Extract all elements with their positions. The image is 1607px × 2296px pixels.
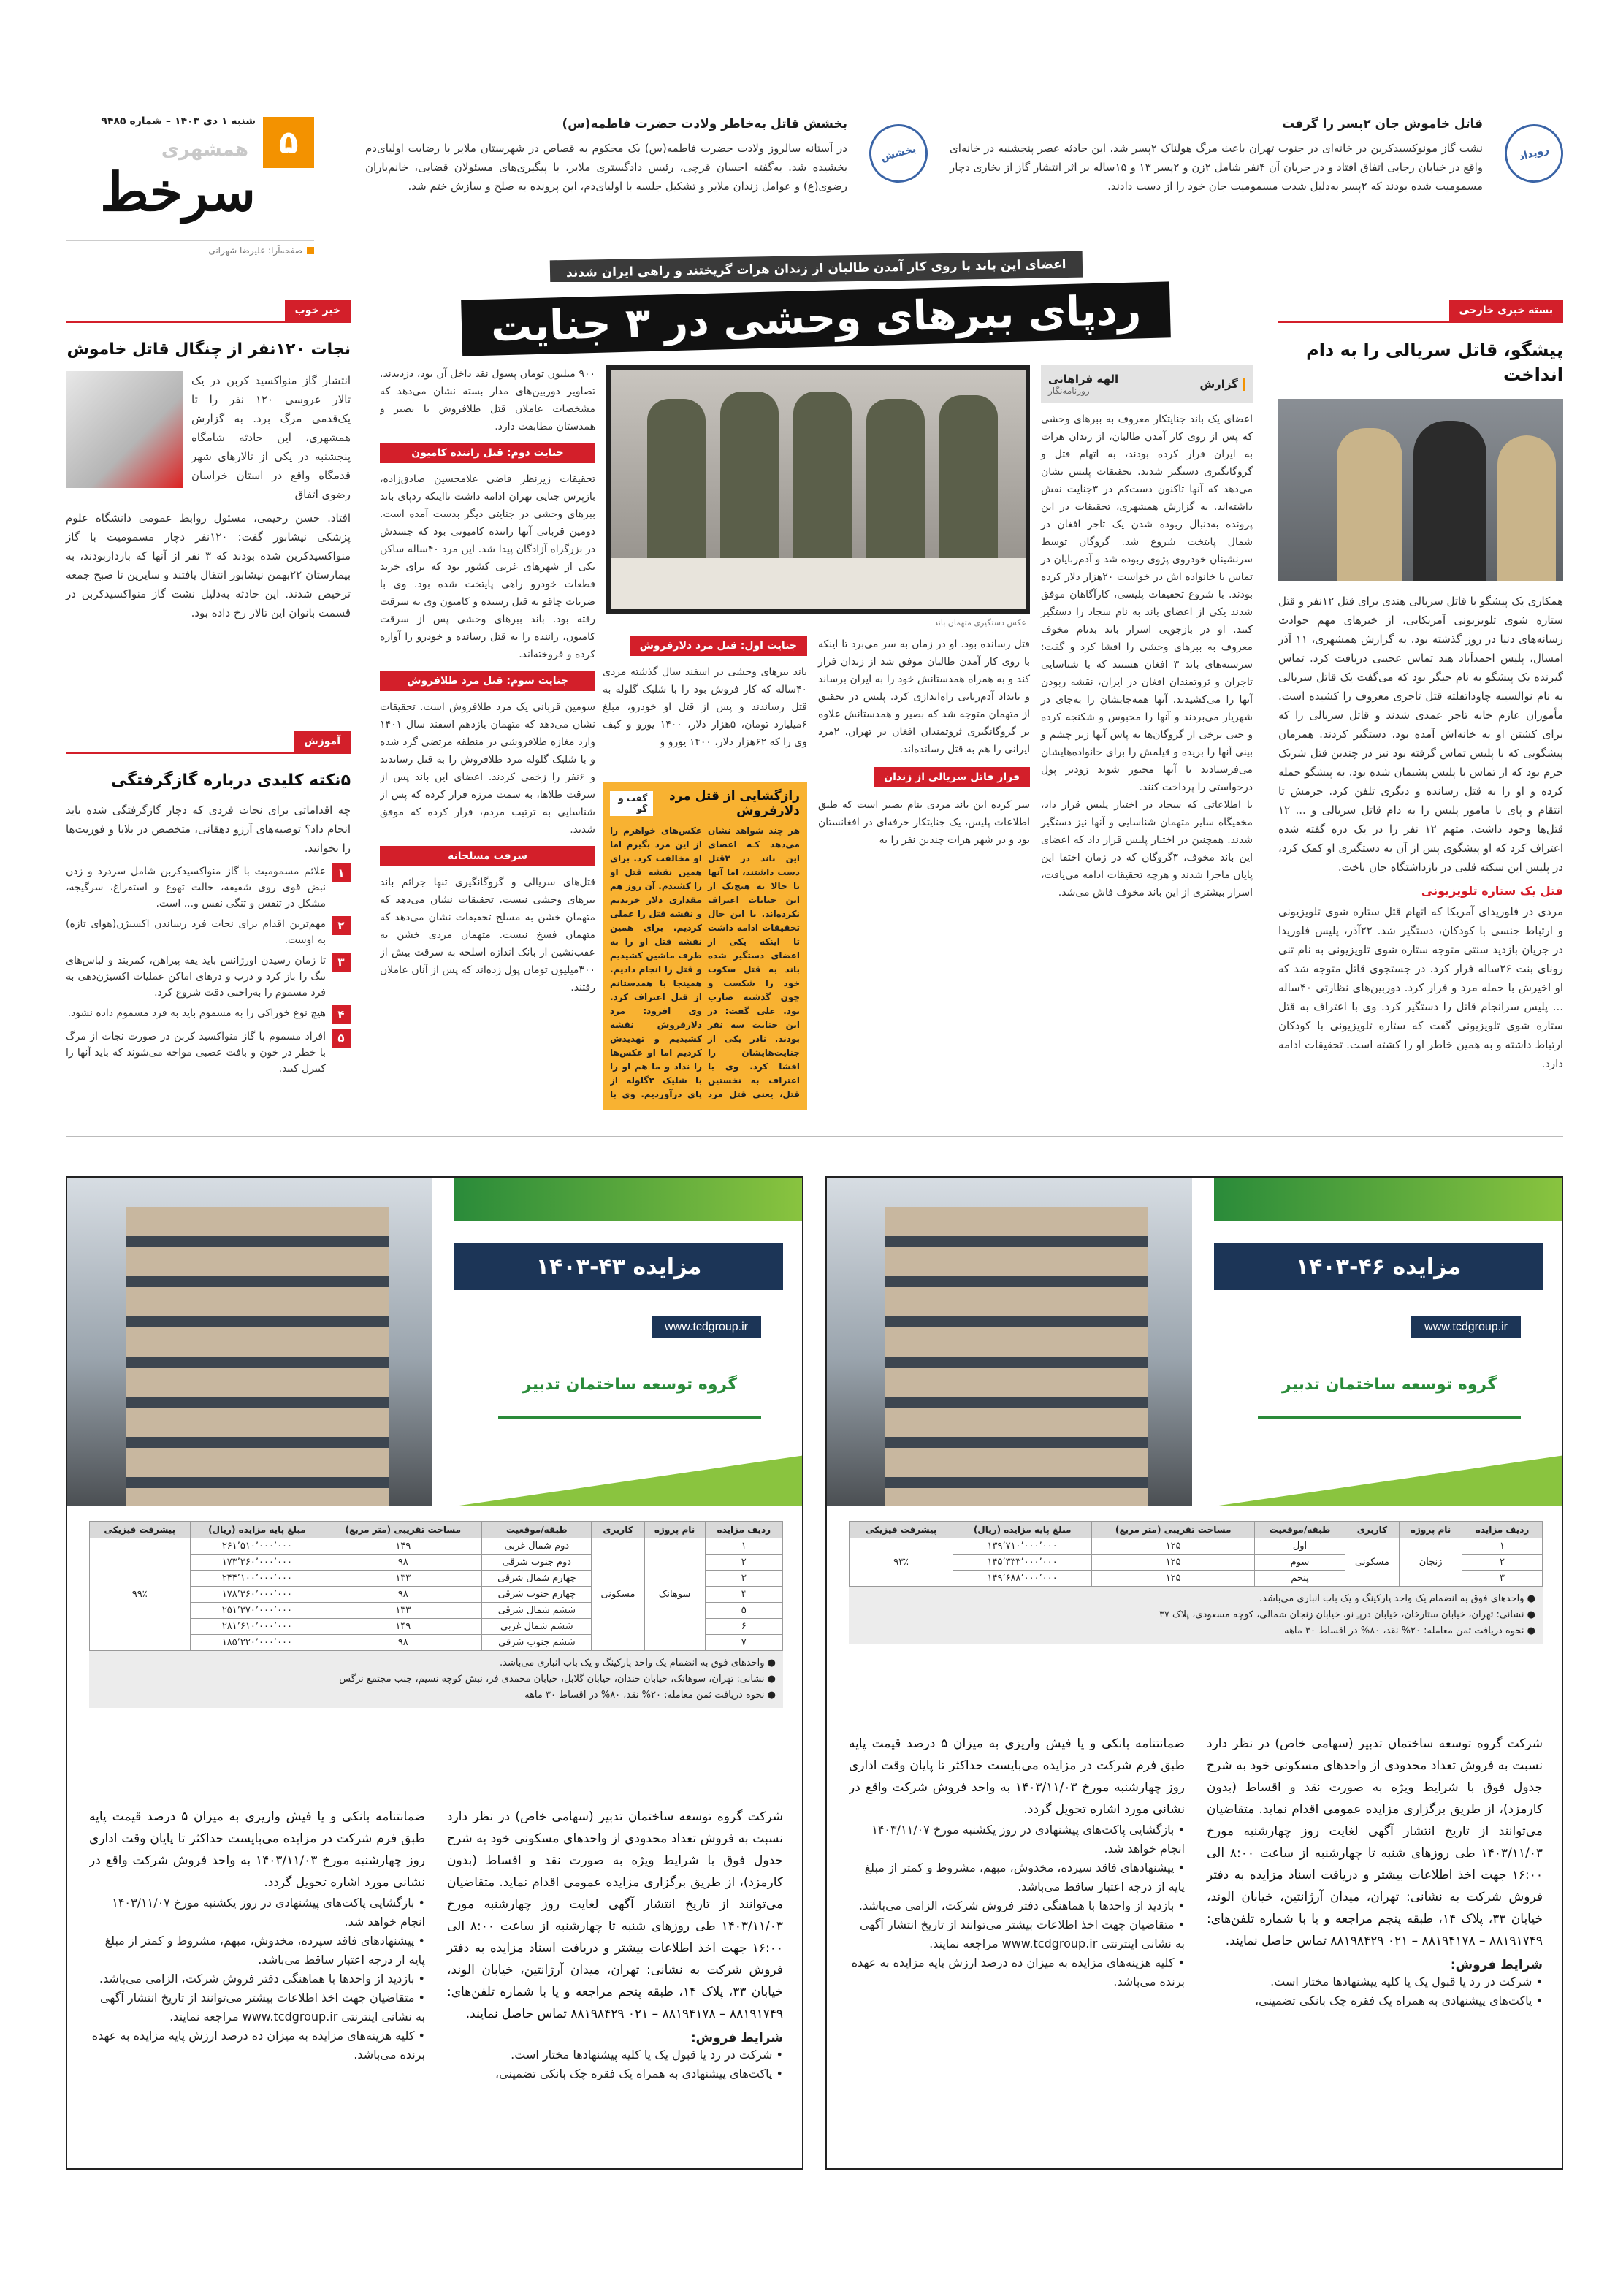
ad-bullet: • متقاضیان جهت اخذ اطلاعات بیشتر می‌توانند از تاریخ انتشار آگهی به نشانی اینترنتی www.tcdgroup.ir مراجعه نمایند. bbox=[100, 1991, 425, 2024]
auction-ad-46 bbox=[825, 1176, 1563, 2170]
table-row bbox=[850, 1538, 1543, 1555]
cell-row-number: ۳ bbox=[1462, 1571, 1543, 1587]
lead-paragraph: سر کرده این باند مردی بنام بصیر است که طبق اطلاعات پلیس، یک جنایتکار حرفه‌ای در افغانستان بود و در شهر هرات چندین نفر را به bbox=[818, 799, 1030, 846]
cell-row-number: ۷ bbox=[705, 1635, 782, 1651]
tip-number: ۵ bbox=[332, 1029, 351, 1048]
ad-bullet: • بازگشایی پاکت‌های پیشنهادی در روز یکشنبه مورخ ۱۴۰۳/۱۱/۰۷ انجام خواهد شد. bbox=[112, 1896, 425, 1929]
cell-price: ۲۵۱٬۳۷۰٬۰۰۰٬۰۰۰ bbox=[190, 1603, 324, 1619]
cell-usage: مسکونی bbox=[592, 1538, 644, 1651]
cell-price: ۱۸۵٬۲۲۰٬۰۰۰٬۰۰۰ bbox=[190, 1635, 324, 1651]
cell-row-number: ۴ bbox=[705, 1587, 782, 1603]
tip-item bbox=[66, 863, 351, 912]
interview-label: گفت و گو bbox=[610, 791, 653, 816]
table-header: مساحت تقریبی (متر مربع) bbox=[1092, 1522, 1255, 1538]
auction-table bbox=[849, 1521, 1543, 1587]
top-brief-2 bbox=[365, 110, 928, 263]
brief-intro: چه اقداماتی برای نجات فردی که دچار گازگرفتگی شده باید انجام داد؟ توصیه‌های آرزو دهقانی، متخصص در بلایا و فوریت‌ها را بخوانید. bbox=[66, 804, 351, 855]
evidence-table bbox=[611, 558, 1026, 609]
table-header: طبقه/موقعیت bbox=[1255, 1522, 1345, 1538]
ad-paragraph: شرکت گروه توسعه ساختمان تدبیر (سهامی خاص) در نظر دارد نسبت به فروش تعداد محدودی از واحدهای مسکونی خود به شرح جدول فوق با شرایط ویژه به صورت نقد و اقساط (بدون کارمزد)، از طریق برگزاری مزایده عمومی اقدام نماید. متقاضیان می‌توانند از تاریخ انتشار آگهی لغایت روز چهارشنبه مورخ ۱۴۰۳/۱۱/۰۳ طی روزهای شنبه تا چهارشنبه از ساعت ۸:۰۰ الی ۱۶:۰۰ جهت اخذ اطلاعات بیشتر و دریافت اسناد مزایده به دفتر فروش شرکت به نشانی: تهران، میدان آرژانتین، خیابان الوند، خیابان ۳۳، پلاک ۱۴، طبقه پنجم مراجعه و یا با شماره تلفن‌های: ۸۸۱۹۱۷۴۹ – ۸۸۱۹۴۱۷۸ – ۰۲۱ ۸۸۱۹۸۴۲۹ تماس حاصل نمایند. bbox=[1207, 1736, 1543, 1948]
cell-progress: ۹۹٪ bbox=[90, 1538, 191, 1651]
brief-body: انتشار گاز منواکسید کربن در یک تالار عروسی ۱۲۰ نفر را تا یک‌قدمی مرگ برد. به گزارش همشهری، این حادثه شامگاه پنجشنبه در یکی از تالارهای شهر قدمگاه واقع در استان خراسان رضوی اتفاق bbox=[191, 374, 351, 501]
ad-body-right bbox=[1207, 1733, 1543, 2076]
lead-paragraph: با اطلاعاتی که سجاد در اختیار پلیس قرار داد، مخفیگاه سایر متهمان شناسایی و آنها نیز دستگیر شدند. همچنین در اختیار پلیس قرار داد که اعضای این باند مخوف، ۳گروگان که در زمان اختفا این پایان ماجرا شدند و هرچه تحقیقات ادامه می‌یافت، اسرار بیشتری از این باند مخوف فاش می‌شد. bbox=[1041, 799, 1253, 899]
table-note: ● نحوه دریافت ثمن معامله: ۲۰% نقد، ۸۰% در اقساط ۳۰ ماهه bbox=[1284, 1625, 1535, 1636]
cell-usage: مسکونی bbox=[1345, 1538, 1399, 1587]
cell-floor: پنجم bbox=[1255, 1571, 1345, 1587]
section-header: بسته خبری خارجی bbox=[1278, 300, 1563, 323]
lead-subhead: جنایت سوم: قتل مرد طلافروش bbox=[380, 671, 595, 691]
lead-paragraph: تحقیقات زیرنظر قاضی غلامحسین صادق‌زاده، بازپرس جنایی تهران ادامه داشت تااینکه ردپای باند ببرهای وحشی در جنایتی دیگر بدست آمده است. دومین قربانی آنها راننده کامیونی بود که جسدش در بزرگراه آزادگان پیدا شد. این مرد ۴۰ساله ساکن یکی از شهرهای غربی کشور بود که برای خرید قطعات خودرو راهی پایتخت شده بود. وی با ضربات چاقو به قتل رسیده و کامیون وی به سرقت رفته بود. باند ببرهای وحشی پس از سرقت کامیون، راننده را به قتل رسانده و خودرو را آواره کرده و فروخته‌اند. bbox=[380, 473, 595, 660]
story-title: نجات ۱۲۰نفر از چنگال قاتل خاموش bbox=[66, 340, 351, 359]
table-header: ردیف مزایده bbox=[705, 1522, 782, 1538]
auction-table bbox=[89, 1521, 783, 1651]
cell-price: ۲۶۱٬۵۱۰٬۰۰۰٬۰۰۰ bbox=[190, 1538, 324, 1555]
table-header: طبقه/موقعیت bbox=[482, 1522, 592, 1538]
auction-title-box: مزایده ۴۶-۱۴۰۳ bbox=[1214, 1243, 1543, 1290]
suspect-figure bbox=[866, 399, 925, 560]
suspect-figure bbox=[793, 392, 852, 560]
ad-bullet: • متقاضیان جهت اخذ اطلاعات بیشتر می‌توانند از تاریخ انتشار آگهی به نشانی اینترنتی www.tcdgroup.ir مراجعه نمایند. bbox=[860, 1918, 1185, 1950]
tip-text: علائم مسمومیت با گاز منواکسیدکربن شامل سردرد و زدن نبض قوی روی شقیقه، حالت تهوع و استفراغ، سرگیجه، مشکل در تنفس و تنگی نفس و... است. bbox=[66, 866, 326, 909]
cell-area: ۱۳۳ bbox=[324, 1603, 482, 1619]
ad-body bbox=[849, 1733, 1543, 2076]
cell-price: ۱۷۳٬۳۶۰٬۰۰۰٬۰۰۰ bbox=[190, 1555, 324, 1571]
table-row bbox=[90, 1538, 783, 1555]
kicker: اعضای این باند با روی کار آمدن طالبان از زندان هرات گریختند و راهی ایران شدند bbox=[380, 241, 1253, 282]
tip-text: مهم‌ترین اقدام برای نجات فرد رساندن اکسیژن(هوای تازه) به اوست. bbox=[66, 918, 326, 946]
conditions-title: شرایط فروش: bbox=[690, 2031, 783, 2045]
table-header: پیشرفت فیزیکی bbox=[850, 1522, 953, 1538]
table-header: مبلغ پایه مزایده (ریال) bbox=[190, 1522, 324, 1538]
headline: ردپای ببرهای وحشی در ۳ جنایت bbox=[462, 281, 1172, 356]
ad-bullet: • کلیه هزینه‌های مزایده به میزان ده درصد ارزش پایه مزایده به عهده برنده می‌باشد. bbox=[91, 2029, 425, 2062]
cell-area: ۱۲۵ bbox=[1092, 1571, 1255, 1587]
lead-paragraph: باند ببرهای وحشی در اسفند سال گذشته مردی ۴۰ساله که کار فروش بود را با شلیک گلوله به قتل رساندند و پس از قتل او خودرو، مبلغ ۶میلیارد تومان، ۵هزار دلار، ۱۴۰۰ یورو و کیف وی را که ۶۲هزار دلار، ۱۴۰۰ یورو و bbox=[603, 666, 807, 748]
table-note: ● واحدهای فوق به انضمام یک واحد پارکینگ و یک باب انباری می‌باشد. bbox=[500, 1658, 776, 1668]
building-photo bbox=[827, 1178, 1192, 1506]
ad-bullet: • بازدید از واحدها با هماهنگی دفتر فروش شرکت، الزامی می‌باشد. bbox=[99, 1972, 425, 1986]
ad-body-left bbox=[849, 1733, 1185, 2076]
auction-table-wrap bbox=[89, 1521, 783, 1708]
site-url[interactable]: www.tcdgroup.ir bbox=[1411, 1316, 1521, 1338]
interview-text: عکس‌های خواهرم را از این مرد بگیرم اما او مخالفت کرد. برای همین نقشه قتل او را کشیدم. آن روز هم مقداری دلار خریدیم و نقشه قتل را عملی کردیم. برای همین نقشه قتل او را به طرف ماشین کشیدیم و قتل را انجام دادیم. همینجا با همدستانم از قتل اعتراف کرد. وی افزود: مرد دلارفروش نقشه کشیدیم و تهدیدش کردیم اما او عکس‌ها را نداد و ما هم او را با شلیک ۲گلوله از پای درآوردیم. وی با bbox=[610, 825, 702, 1099]
lead-col-3 bbox=[603, 636, 807, 774]
cell-price: ۱۴۵٬۳۳۳٬۰۰۰٬۰۰۰ bbox=[953, 1555, 1092, 1571]
lead-col-1 bbox=[1041, 365, 1253, 1118]
cell-floor: سوم bbox=[1255, 1555, 1345, 1571]
condition-item: • پاکت‌های پیشنهادی به همراه یک فقره چک بانکی تضمینی، bbox=[495, 2067, 783, 2080]
photo-caption: عکس دستگیری متهمان باند bbox=[934, 618, 1026, 628]
green-stripe bbox=[454, 1178, 804, 1221]
person-figure bbox=[1413, 421, 1486, 581]
lead-subhead: فرار قاتل سریالی از زندان bbox=[874, 767, 1030, 787]
auction-ad-43 bbox=[66, 1176, 804, 2170]
headline-banner bbox=[380, 282, 1253, 355]
ambulance-photo bbox=[66, 371, 183, 488]
ad-paragraph: ضمانتنامه بانکی و یا فیش واریزی به میزان ۵ درصد قیمت پایه طبق فرم شرکت در مزایده می‌بایست حداکثر تا پایان وقت اداری روز چهارشنبه مورخ ۱۴۰۳/۱۱/۰۳ به واحد فروش شرکت واقع در نشانی مورد اشاره تحویل گردد. bbox=[849, 1736, 1186, 1817]
lead-paragraph: ۹۰۰ میلیون تومان پسول نقد داخل آن بود، دزدیدند. تصاویر دوربین‌های مدار بسته نشان می‌دهد که مشخصات عاملان قتل طلافروش با بصیر و همدستان مطابقت دارد. bbox=[380, 368, 595, 432]
ad-bullet: • پیشنهادهای فاقد سپرده، مخدوش، مبهم، مشروط و کمتر از مبلغ پایه از درجه اعتبار ساقط می‌باشد. bbox=[104, 1934, 425, 1967]
conditions-title: شرایط فروش: bbox=[1450, 1958, 1543, 1972]
author-role: روزنامه‌نگار bbox=[1048, 386, 1090, 396]
cell-price: ۲۴۴٬۱۰۰٬۰۰۰٬۰۰۰ bbox=[190, 1571, 324, 1587]
table-header: ردیف مزایده bbox=[1462, 1522, 1543, 1538]
lead-photo bbox=[606, 365, 1030, 614]
company-logo: گروه توسعه ساختمان تدبیر bbox=[498, 1353, 761, 1419]
table-header: کاربری bbox=[1345, 1522, 1399, 1538]
lead-col-4 bbox=[380, 365, 595, 1118]
cell-row-number: ۵ bbox=[705, 1603, 782, 1619]
auction-title-box: مزایده ۴۳-۱۴۰۳ bbox=[454, 1243, 783, 1290]
ad-paragraph: شرکت گروه توسعه ساختمان تدبیر (سهامی خاص) در نظر دارد نسبت به فروش تعداد محدودی از واحدهای مسکونی خود به شرح جدول فوق با شرایط ویژه به صورت نقد و اقساط (بدون کارمزد)، از طریق برگزاری مزایده عمومی اقدام نماید. متقاضیان می‌توانند از تاریخ انتشار آگهی لغایت روز چهارشنبه مورخ ۱۴۰۳/۱۱/۰۳ طی روزهای شنبه تا چهارشنبه از ساعت ۸:۰۰ الی ۱۶:۰۰ جهت اخذ اطلاعات بیشتر و دریافت اسناد مزایده به دفتر فروش شرکت به نشانی: تهران، میدان آرژانتین، خیابان الوند، خیابان ۳۳، پلاک ۱۴، طبقه پنجم مراجعه و یا با شماره تلفن‌های: ۸۸۱۹۱۷۴۹ – ۸۸۱۹۴۱۷۸ – ۰۲۱ ۸۸۱۹۸۴۲۹ تماس حاصل نمایند. bbox=[447, 1809, 783, 2021]
tip-text: هیچ نوع خوراکی را به مسموم باید به فرد مسموم داده نشود. bbox=[67, 1007, 326, 1019]
building-facade bbox=[885, 1207, 1148, 1506]
section-header: خبر خوب bbox=[66, 300, 351, 323]
orange-square-icon bbox=[307, 247, 314, 254]
condition-item: • شرکت در رد یا قبول یک یا کلیه پیشنهادها مختار است. bbox=[511, 2048, 783, 2062]
person-figure bbox=[1337, 428, 1402, 581]
lead-paragraph: اعضای یک باند جنایتکار معروف به ببرهای وحشی که پس از روی کار آمدن طالبان، از زندان هرات به ایران فرار کرده بودند، به اتهام قتل و گروگانگیری دستگیر شدند. تحقیقات پلیس نشان می‌دهد که آنها تاکنون دست‌کم در ۳جنایت نقش داشته‌اند. به گزارش همشهری، تحقیقات در این پرونده به‌دنبال ربوده شدن یک تاجر افغان در شمال پایتخت شروع شد. گروگان توسط سرنشینان خودروی پژوی ربوده شد و آدم‌ربایان در تماس با خانواده اش در خواست ۲۰هزار دلار کرده بودند. با شروع تحقیقات پلیسی، کارآگاهان موفق شدند یکی از اعضای باند به نام سجاد را دستگیر کنند. او در بازجویی اسرار باند بدنام مخوف معروف به ببرهای وحشی را افشا کرد و گفت: سرسته‌های باند ۳ افغان هستند که با شناسایی تاجران و ثروتمندان افغان در ایران، نقشه ربودن آنها را می‌کشیدند. آنها همه‌جابشان را به‌جای در شهریار می‌بردند و آنها را محبوس و شکنجه کرده و حتی برخی از گروگان‌ها به پاس آنها زیر چشم و بینی آنها را بریده و قیلمش را برای خانواده‌هایشان می‌فرستادند تا آنها مجبور شوند زودتر پول درخواستی را پرداخت کنند. bbox=[1041, 413, 1253, 793]
lead-col-2 bbox=[818, 636, 1030, 1118]
green-triangle bbox=[1214, 1455, 1563, 1506]
cell-area: ۱۴۹ bbox=[324, 1538, 482, 1555]
author-name: الهه فراهانی bbox=[1048, 373, 1119, 386]
suspect-figure bbox=[647, 399, 706, 560]
suspect-figure bbox=[720, 392, 779, 560]
building-photo bbox=[67, 1178, 432, 1506]
stamp-roydad: رویداد bbox=[1498, 118, 1570, 189]
tip-item bbox=[66, 953, 351, 1001]
tip-text: افراد مسموم با گاز منواکسید کربن در صورت نجات از مرگ با خطر در خون و بافت عصبی مواجه می‌شوند که باید آنها را کنترل کنند. bbox=[66, 1031, 326, 1075]
table-header: نام پروژه bbox=[644, 1522, 705, 1538]
brief-title: قاتل خاموش جان ۲پسر را گرفت bbox=[1282, 117, 1483, 131]
tip-item bbox=[66, 1029, 351, 1077]
cell-area: ۹۸ bbox=[324, 1587, 482, 1603]
ad-banner bbox=[827, 1178, 1563, 1506]
table-header: پیشرفت فیزیکی bbox=[90, 1522, 191, 1538]
ad-body bbox=[89, 1806, 783, 2149]
cell-row-number: ۶ bbox=[705, 1619, 782, 1635]
lead-subhead: جنایت اول: قتل مرد دلارفروش bbox=[630, 636, 807, 656]
top-brief-1 bbox=[950, 110, 1563, 263]
masthead-subtitle: همشهری bbox=[161, 139, 248, 161]
ad-paragraph: ضمانتنامه بانکی و یا فیش واریزی به میزان ۵ درصد قیمت پایه طبق فرم شرکت در مزایده می‌بایست حداکثر تا پایان وقت اداری روز چهارشنبه مورخ ۱۴۰۳/۱۱/۰۳ به واحد فروش شرکت واقع در نشانی مورد اشاره تحویل گردد. bbox=[89, 1809, 426, 1890]
tip-item bbox=[66, 1005, 351, 1024]
green-triangle bbox=[454, 1455, 804, 1506]
building-facade bbox=[126, 1207, 389, 1506]
ad-bullet: • بازگشایی پاکت‌های پیشنهادی در روز یکشنبه مورخ ۱۴۰۳/۱۱/۰۷ انجام خواهد شد. bbox=[871, 1823, 1185, 1856]
left-brief-education bbox=[66, 731, 351, 1125]
cell-floor: دوم جنوب شرقی bbox=[482, 1555, 592, 1571]
table-header: نام پروژه bbox=[1400, 1522, 1462, 1538]
cell-project: زنجان bbox=[1400, 1538, 1462, 1587]
cell-area: ۱۲۵ bbox=[1092, 1555, 1255, 1571]
tip-number: ۱ bbox=[332, 863, 351, 882]
interview-title: رازگشایی از قتل مرد دلارفروش bbox=[669, 789, 800, 818]
cell-price: ۱۳۹٬۷۱۰٬۰۰۰٬۰۰۰ bbox=[953, 1538, 1092, 1555]
story-photo bbox=[1278, 399, 1563, 581]
tip-text: تا زمان رسیدن اورژانس باید یقه پیراهن، کمربند و لباس‌های تنگ را باز کرد و درب و درهای اماکن عملیات اکسیژن‌دهی به فرد مسموم را به‌راحتی دقت شروع کرد. bbox=[66, 955, 326, 999]
cell-floor: دوم شمال غربی bbox=[482, 1538, 592, 1555]
table-notes bbox=[89, 1651, 783, 1708]
brief-title: بخشش قاتل به‌خاطر ولادت حضرت فاطمه(س) bbox=[562, 117, 847, 131]
cell-area: ۱۴۹ bbox=[324, 1619, 482, 1635]
ad-banner bbox=[67, 1178, 804, 1506]
tip-number: ۲ bbox=[332, 916, 351, 935]
masthead-rule bbox=[66, 240, 314, 241]
masthead bbox=[66, 110, 314, 263]
ads-divider bbox=[66, 1136, 1563, 1137]
story-subhead: قتل یک ستاره تلویزیونی bbox=[1421, 884, 1563, 898]
condition-item: • شرکت در رد یا قبول یک یا کلیه پیشنهادها مختار است. bbox=[1270, 1975, 1543, 1988]
table-note: ● نحوه دریافت ثمن معامله: ۲۰% نقد، ۸۰% در اقساط ۳۰ ماهه bbox=[524, 1690, 776, 1701]
byline bbox=[1041, 365, 1253, 403]
cell-progress: ۹۳٪ bbox=[850, 1538, 953, 1587]
interview-box bbox=[603, 782, 807, 1110]
editor-line: صفحه‌آرا: علیرضا شهرانی bbox=[208, 245, 314, 256]
brief-body: افتاد. حسن رحیمی، مسئول روابط عمومی دانشگاه علوم پزشکی نیشابور گفت: ۱۲۰نفر دچار مسمومیت با گاز منواکسیدکربن شده بودند که ۳ نفر از آنها که بارداربودند، به بیمارستان ۲۲بهمن نیشابور انتقال یافتند و سایرین تا صبح جمعه ترخیص شدند. این حادثه به‌دلیل نشت گاز منواکسیدکربن در قسمت بانوان این تالار رخ داده بود. bbox=[66, 511, 351, 619]
ad-bullet: • پیشنهادهای فاقد سپرده، مخدوش، مبهم، مشروط و کمتر از مبلغ پایه از درجه اعتبار ساقط می‌باشد. bbox=[864, 1861, 1185, 1893]
site-url[interactable]: www.tcdgroup.ir bbox=[652, 1316, 761, 1338]
masthead-logo: سرخط bbox=[100, 161, 256, 223]
cell-price: ۱۷۸٬۳۶۰٬۰۰۰٬۰۰۰ bbox=[190, 1587, 324, 1603]
story-title: پیشگو، قاتل سریالی را به دام انداخت bbox=[1306, 340, 1563, 385]
cell-row-number: ۱ bbox=[1462, 1538, 1543, 1555]
tip-item bbox=[66, 916, 351, 948]
tip-number: ۳ bbox=[332, 953, 351, 972]
condition-item: • پاکت‌های پیشنهادی به همراه یک فقره چک بانکی تضمینی، bbox=[1255, 1994, 1543, 2007]
table-header: مساحت تقریبی (متر مربع) bbox=[324, 1522, 482, 1538]
cell-project: سوهانک bbox=[644, 1538, 705, 1651]
cell-floor: ششم شمال شرقی bbox=[482, 1603, 592, 1619]
cell-floor: ششم جنوب شرقی bbox=[482, 1635, 592, 1651]
cell-floor: ششم شمال غربی bbox=[482, 1619, 592, 1635]
cell-area: ۱۳۳ bbox=[324, 1571, 482, 1587]
table-note: ● نشانی: تهران، سوهانک، خیابان خندان، خیابان گلابل، خیابان محمدی فر، نبش کوچه نسیم، جنب مجتمع نرگس bbox=[339, 1674, 776, 1685]
cell-row-number: ۱ bbox=[705, 1538, 782, 1555]
issue-line: شنبه ۱ دی ۱۴۰۳ – شماره ۹۴۸۵ bbox=[101, 115, 256, 127]
ad-body-left bbox=[89, 1806, 425, 2149]
stamp-bakhshesh: بخشش bbox=[863, 118, 934, 189]
auction-table-wrap bbox=[849, 1521, 1543, 1644]
person-figure bbox=[1497, 435, 1556, 581]
table-header: کاربری bbox=[592, 1522, 644, 1538]
story-paragraph: مردی در فلوریدای آمریکا که اتهام قتل ستاره شوی تلویزیونی و ارتباط جنسی با کودکان، دستگیر شد. ۲۲آذر، پلیس فلوریدا در جریان بازدید سنتی متوجه ستاره شوی تلویزیونی به نام تنی رونای بنت ۲۶ساله فرار کرد. در جستجوی قاتل متوجه شد که او اخیرش با حمله مرد و فرار کرد. دوربین‌های نظارتی ۴۰ساله ... پلیس سرانجام قاتل را دستگیر کرد. وی با اعتراف به قتل ستاره شوی تلویزیونی گفت که ستاره تلویزیونی با کودکان ارتباط داشته و به همین خاطر او را کشته است. تحقیقات ادامه دارد. bbox=[1278, 905, 1564, 1070]
cell-price: ۱۴۹٬۶۸۸٬۰۰۰٬۰۰۰ bbox=[953, 1571, 1092, 1587]
green-stripe bbox=[1214, 1178, 1563, 1221]
table-note: ● نشانی: تهران، خیابان ستارخان، خیابان درپـِ نو، خیابان زنجان شمالی، کوچه مسعودی، پلاک ۳۷ bbox=[1159, 1609, 1535, 1620]
tip-number: ۴ bbox=[332, 1005, 351, 1024]
ad-body-right bbox=[447, 1806, 783, 2149]
cell-area: ۹۸ bbox=[324, 1555, 482, 1571]
interview-text: هر چند شواهد نشان می‌دهد کـه اعضای این باند در ۳قتل دست داشتند، اما آنها تا حالا به هیچ‌یک از این جنایات اعتراف نکرده‌اند. با این حال تحقیقات ادامه داشت تا اینکه یکی از اعضای دستگیر شده باند به قتل سکوت خود را شکست و چون گذشته ضارب بود. علی گفت: در این جنایت سه نفر بودند. نادر یکی از جنایت‌هایشان را افشا کرد. وی با اعتراف به نخستین قتل، یعنی قتل مرد bbox=[708, 825, 800, 1099]
table-notes bbox=[849, 1587, 1543, 1644]
company-logo: گروه توسعه ساختمان تدبیر bbox=[1258, 1353, 1521, 1419]
cell-floor: چهارم جنوب شرقی bbox=[482, 1587, 592, 1603]
table-header: مبلغ پایه مزایده (ریال) bbox=[953, 1522, 1092, 1538]
cell-floor: چهارم شمال شرقی bbox=[482, 1571, 592, 1587]
lead-story bbox=[380, 241, 1253, 1125]
ad-bullet: • بازدید از واحدها با هماهنگی دفتر فروش شرکت، الزامی می‌باشد. bbox=[858, 1899, 1185, 1912]
tips-list bbox=[66, 863, 351, 1077]
cell-price: ۲۸۱٬۶۱۰٬۰۰۰٬۰۰۰ bbox=[190, 1619, 324, 1635]
lead-paragraph: قتل رسانده بود. او در زمان به سر می‌برد تا اینکه با روی کار آمدن طالبان موفق شد از زندان فرار کند و به همراه همدستانش خود را به ایران برساند و بانداد آدم‌ربایی راه‌اندازی کرد. پلیس در تحقیق از متهمان متوجه شد که بصیر و همدستانش علاوه بر گروگانگیری ثروتمندان افغان در تهران، ۲مرد ایرانی را هم به قتل رسانده‌اند. bbox=[818, 638, 1030, 755]
lead-subhead: سرقت مسلحانه bbox=[380, 846, 595, 866]
story-paragraph: همکاری یک پیشگو با قاتل سریالی هندی برای قتل ۱۲نفر و قتل ستاره شوی تلویزیونی آمریکایی، از خبرهای مهم حوادث رسانه‌های دنیا در روز گذشته بود. به گزارش همشهری، ۱۱ آذر امسال، پلیس احمدآباد هند تماس عجیبی دریافت کرد. تماس گیرنده یک پیشگو به نام جیگر بود که می‌گفت یک قاتل سریالی به نام نوالسینه چاوداتفلته قتل تاجری معروف را کشیده است. مأموران عازم خانه تاجر عمدی شدند و قاتل سریالی را که برای کشتن او به خانه‌اش آمده بود، دستگیر کردند. همزمان پیشگویی که با پلیس تماس گرفته بود نیز در چندین قتل شریک جرم بود که از تماس با پلیس پشیمان شده بود. به پیشگو حمله کرده و او را به قتل رسانده و دیگری تلفن کرد. جرمش تا انتقام و پای با مامور پلیس را به دام قاتل سریالی و ... ۱۲ قتل‌ها وجود داشت. متهم ۱۲ نفر را در یک دره گفته شده اعتراف کرد که او پیشگوی پس از آن به دستگیری او کمک کرد، در پلیس این سکته قلبی در بازداشتگاه جان باخت. bbox=[1278, 595, 1563, 874]
story-title: ۵نکته کلیدی درباره گازگرفتگی bbox=[110, 771, 351, 790]
table-note: ● واحدهای فوق به انضمام یک واحد پارکینگ و یک باب انباری می‌باشد. bbox=[1259, 1593, 1535, 1604]
cell-area: ۱۲۵ bbox=[1092, 1538, 1255, 1555]
suspect-figure bbox=[939, 395, 998, 560]
lead-subhead: جنایت دوم: قتل راننده کامیون bbox=[380, 443, 595, 463]
cell-row-number: ۳ bbox=[705, 1571, 782, 1587]
right-story bbox=[1278, 300, 1563, 1118]
page-number-badge: ۵ bbox=[263, 117, 314, 168]
cell-row-number: ۲ bbox=[705, 1555, 782, 1571]
cell-floor: اول bbox=[1255, 1538, 1345, 1555]
cell-area: ۹۸ bbox=[324, 1635, 482, 1651]
cell-row-number: ۲ bbox=[1462, 1555, 1543, 1571]
section-header: آموزش bbox=[66, 731, 351, 754]
brief-body: نشت گاز مونوکسیدکربن در خانه‌ای در جنوب تهران باعث مرگ هولناک ۲پسر شد. این حادثه عصر پنجشنبه در خانه‌ای واقع در خیابان رجایی اتفاق افتاد و در جریان آن ۴نفر شامل ۲زن و ۲پسر ۱۳ و ۱۵ساله بر اثر انتشار گاز از بخاری دچار مسمومیت شده بودند که ۲پسر به‌دلیل شدت مسمومیت جان خود را از دست دادند. bbox=[950, 142, 1483, 193]
brief-body: در آستانه سالروز ولادت حضرت فاطمه(س) یک محکوم به قصاص در شهرستان ملایر با رضایت اولیای‌دم بخشیده شد. به‌گفته احسان قرچی، رئیس دادگستری ملایر، با پیگیری‌های مسئولان قضایی، خانم‌یاران رضوی(ع) و عوامل زندان ملایر و تشکیل جلسه با اولیای‌دم، این پرونده به صلح و سازش ختم شد. bbox=[365, 142, 847, 193]
left-brief-good-news bbox=[66, 300, 351, 709]
lead-paragraph: قتل‌های سریالی و گروگانگیری تنها جرائم باند ببرهای وحشی نیست. تحقیقات نشان می‌دهد که متهمان خشن به مسلح تحقیقات نشان می‌دهد که متهمان فسخ نیست. متهمان مردی خشن به عقب‌نشین از بانک اندازه اسلحه به سرقت بیش از ۳۰۰میلیون تومان پول زده‌اند که پس از آنان عاملان رفتند. bbox=[380, 877, 595, 993]
lead-paragraph: سومین قربانی یک مرد طلافروش است. تحقیقات نشان می‌دهد که متهمان یازدهم اسفند سال ۱۴۰۱ وارد مغازه طلافروشی در منطقه مرتضی گرد شده و با شلیک گلوله مرد طلافروش را به قتل رساندند و ۶نفر را زخمی کردند. اعضای این باند پس از سرقت طلاها، به سمت مرزه فرار کرده که پس از شناسایی به ترتیب مردم، فرار کرده که موفق شدند. bbox=[380, 701, 595, 836]
report-label: گزارش bbox=[1199, 378, 1245, 391]
ad-bullet: • کلیه هزینه‌های مزایده به میزان ده درصد ارزش پایه مزایده به عهده برنده می‌باشد. bbox=[851, 1956, 1185, 1988]
